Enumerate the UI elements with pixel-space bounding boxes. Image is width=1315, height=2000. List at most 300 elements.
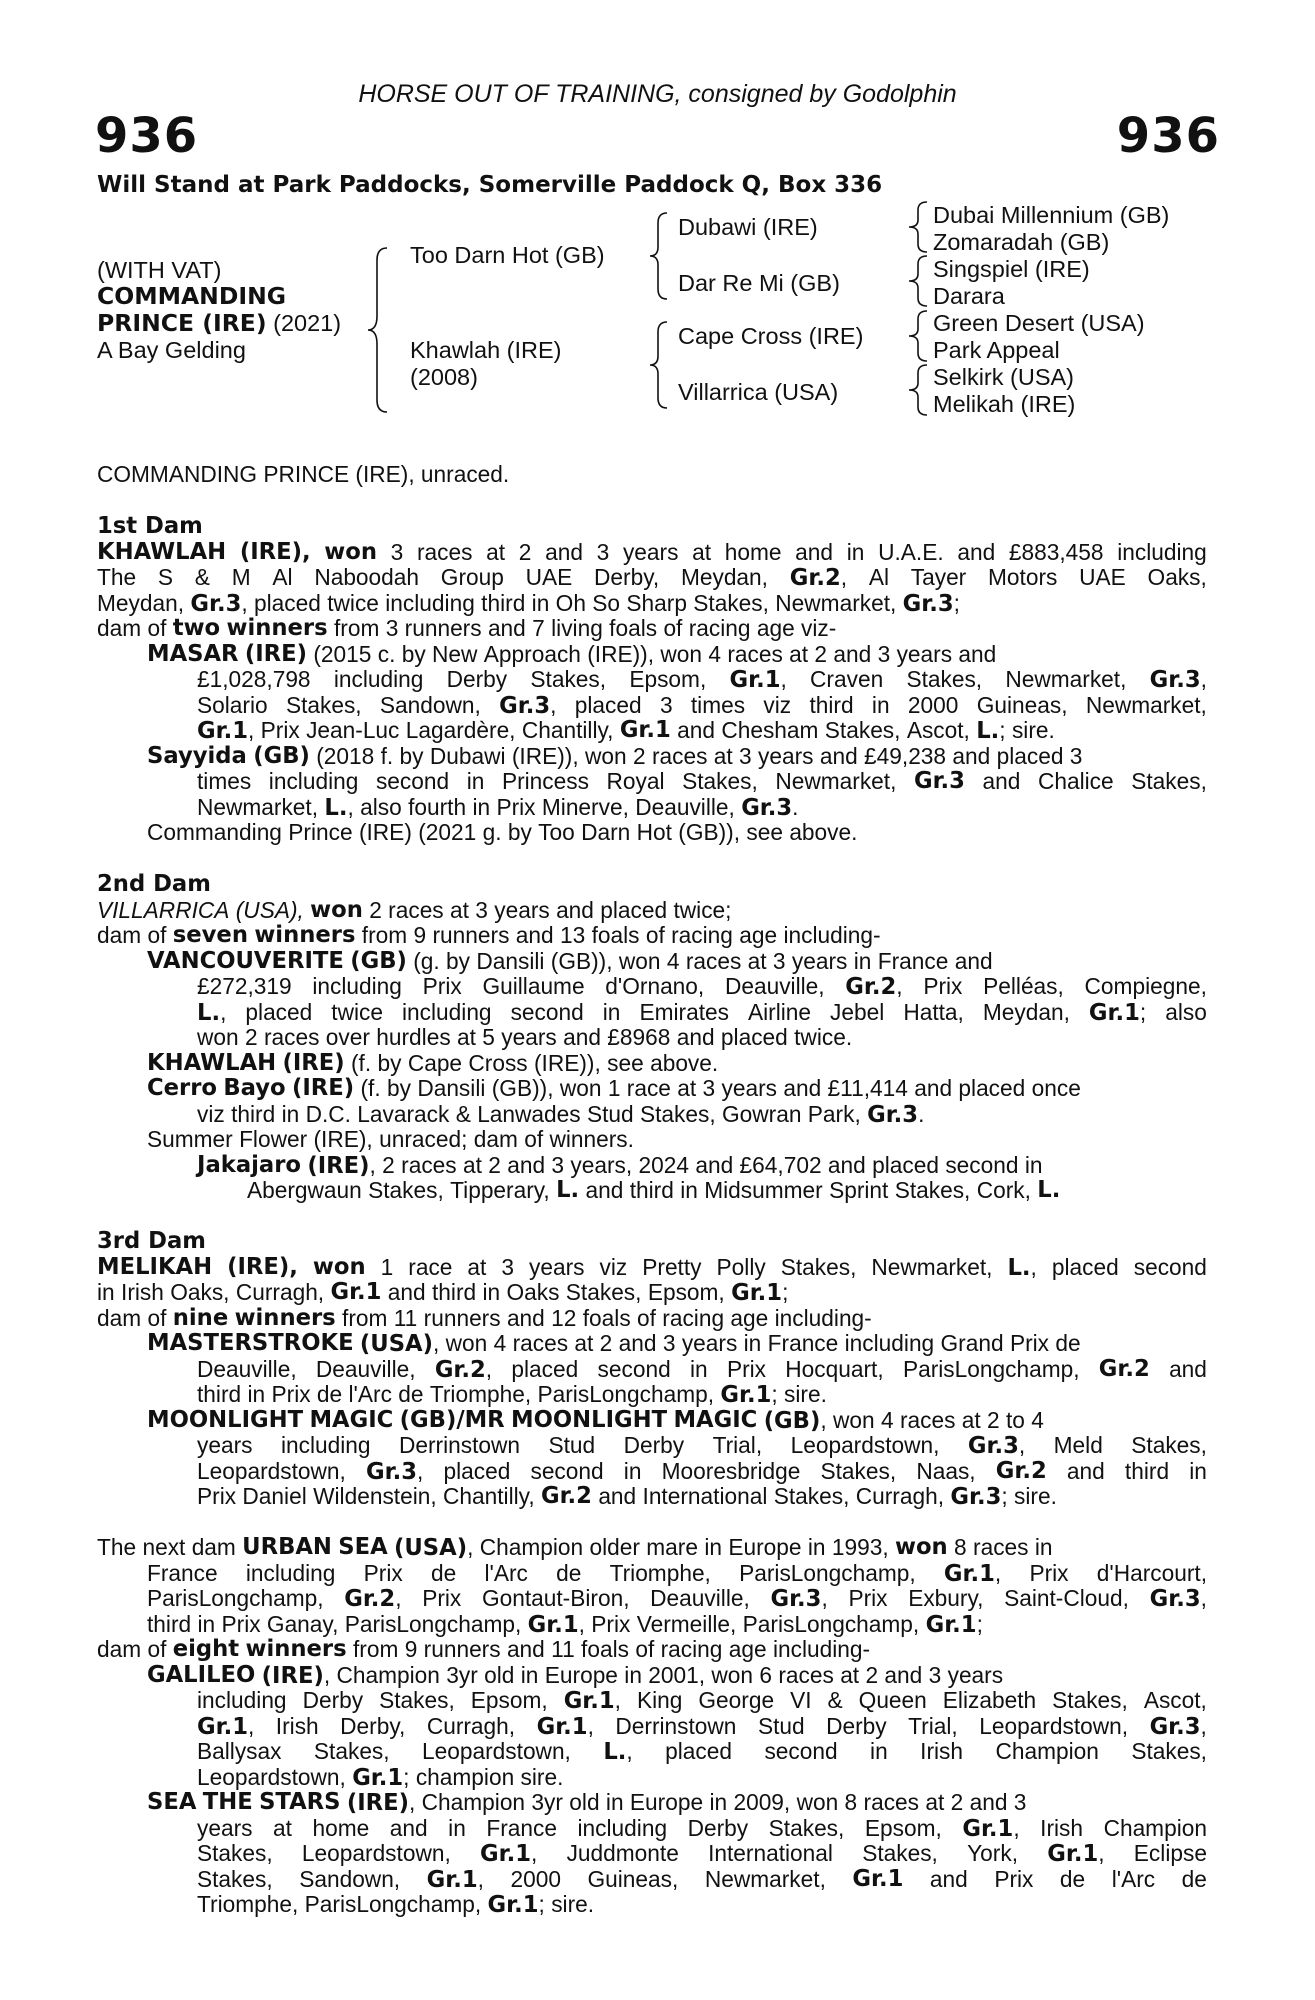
text-line <box>97 1637 1207 1663</box>
word-group <box>603 1739 632 1765</box>
word: placed <box>1051 1253 1119 1280</box>
word: Stakes, <box>197 1840 273 1866</box>
word: Deauville, <box>635 793 735 820</box>
word-group <box>1047 1841 1104 1867</box>
word: So <box>592 589 621 616</box>
word: Prix <box>994 1865 1034 1892</box>
produce-cerro-bayo-head <box>97 1076 1207 1102</box>
word: viz <box>197 1100 225 1127</box>
word: Wildenstein, <box>313 1483 437 1509</box>
word: Cross <box>468 1049 528 1076</box>
word: , <box>323 1661 331 1688</box>
word: ParisLongchamp, <box>739 1559 916 1586</box>
bold-word: GALILEO <box>147 1661 256 1688</box>
bold-word: L. <box>603 1739 627 1765</box>
word-group <box>480 1841 537 1867</box>
word: Stakes, <box>285 691 362 718</box>
word-group <box>324 795 353 821</box>
word: Sandown, <box>379 691 481 718</box>
word: over <box>325 1024 370 1050</box>
word: Deauville, <box>315 1355 416 1382</box>
text-line <box>97 1586 1207 1612</box>
word: living <box>551 615 603 641</box>
word: of <box>637 1304 656 1331</box>
bold-word: SEA <box>147 1789 197 1815</box>
word: Prix <box>197 1483 237 1509</box>
text-line <box>97 667 1207 693</box>
word: placed <box>443 1457 511 1484</box>
word: King <box>636 1687 683 1713</box>
word: Gowran <box>722 1100 802 1127</box>
word: placed <box>665 1738 732 1764</box>
word-group <box>499 693 556 719</box>
word-group <box>528 1612 585 1638</box>
bold-word: nine <box>172 1304 229 1331</box>
second-dam-heading: 2nd Dam <box>97 871 211 897</box>
word: racing <box>662 1304 725 1331</box>
word: Deauville, <box>197 1355 297 1382</box>
text-line <box>97 1306 1207 1332</box>
word: ; <box>1139 998 1147 1025</box>
word: Grand <box>940 1330 1004 1356</box>
word: and <box>506 1304 545 1331</box>
pedigree-brace-dam <box>647 320 673 410</box>
bold-word: winners <box>226 615 328 641</box>
word: including <box>268 768 359 794</box>
text-line <box>97 1612 1207 1638</box>
word: Champion <box>479 1534 584 1560</box>
text-line <box>97 1688 1207 1714</box>
word: third <box>629 1177 674 1203</box>
word: race <box>626 1075 671 1101</box>
word: in <box>624 1661 642 1688</box>
word: (GB)), <box>491 1075 554 1101</box>
word: Stakes, <box>1131 1432 1207 1458</box>
word: Stakes, <box>906 666 983 692</box>
word: including- <box>772 1636 871 1662</box>
word: by <box>377 1049 402 1076</box>
word: years <box>721 1075 777 1101</box>
word: £883,458 <box>1008 538 1104 565</box>
word: Jebel <box>830 998 885 1025</box>
text-line <box>97 820 1207 846</box>
word: twice. <box>794 1024 853 1050</box>
bold-word: L. <box>556 1177 580 1203</box>
word: at <box>961 1406 981 1433</box>
word: twice <box>327 589 379 616</box>
dam-sire: Cape Cross (IRE) <box>678 323 864 349</box>
word: years <box>622 538 679 565</box>
text-line <box>97 923 1207 949</box>
horse-name-line2 <box>97 310 341 337</box>
word: 9 <box>413 922 427 948</box>
produce-summer-flower <box>97 1127 1207 1153</box>
word: Flower <box>239 1126 308 1152</box>
word-group <box>352 1765 409 1791</box>
bold-word: (IRE) <box>346 1790 409 1816</box>
word: from <box>342 1304 388 1331</box>
word: placed <box>872 1151 939 1178</box>
word: Epsom, <box>864 1814 942 1841</box>
word: Champion <box>1103 1814 1207 1841</box>
text-line <box>97 974 1207 1000</box>
word: Trial, <box>712 1432 763 1458</box>
word: and <box>982 768 1021 794</box>
word: 4 <box>708 640 721 667</box>
word: , <box>432 1330 440 1356</box>
word: Stakes, <box>565 1279 642 1305</box>
word: , <box>614 1687 621 1713</box>
word: years <box>501 1024 557 1050</box>
word: Solario <box>197 691 268 718</box>
word: at <box>692 538 712 565</box>
word: Daniel <box>242 1483 307 1509</box>
bold-word: Gr.2 <box>995 1457 1047 1484</box>
text-line <box>97 1331 1207 1357</box>
word: Stakes, <box>768 1814 845 1841</box>
produce-masar-detail <box>97 667 1207 744</box>
word: at <box>450 896 469 923</box>
word: by <box>446 947 471 974</box>
text-line <box>97 1102 1207 1128</box>
word: and <box>507 1151 546 1178</box>
word: 7 <box>532 615 545 641</box>
word: Juddmonte <box>566 1840 679 1866</box>
word: in <box>689 1355 708 1382</box>
dam-line2: (2008) <box>410 364 478 390</box>
word: de <box>316 1381 343 1407</box>
word: and <box>819 742 858 769</box>
word: Epsom, <box>470 1687 548 1713</box>
word-group <box>197 1000 226 1026</box>
word: 4 <box>880 1406 894 1433</box>
bold-word: won <box>310 896 363 923</box>
word: , <box>820 1406 827 1433</box>
word: and <box>969 1789 1008 1815</box>
word: in <box>472 793 491 820</box>
word: Too <box>538 819 575 845</box>
word: Darn <box>581 819 631 845</box>
word: Chesham <box>721 717 819 743</box>
gdam-1: Dubai Millennium (GB) <box>933 202 1170 228</box>
bold-word: Gr.1 <box>352 1764 404 1791</box>
word: , <box>780 666 787 692</box>
word: including- <box>783 922 881 948</box>
bold-word: Gr.3 <box>967 1433 1019 1459</box>
word: and <box>545 538 583 565</box>
horse-description: A Bay Gelding <box>97 337 246 363</box>
word: dam <box>473 1126 518 1152</box>
word: Minerve, <box>541 793 629 820</box>
horse-foaling-year: (2021) <box>273 310 342 336</box>
bold-word: Gr.1 <box>563 1688 615 1714</box>
word: at <box>486 538 506 565</box>
word: Cape <box>407 1049 463 1076</box>
word: Prix <box>422 1585 462 1611</box>
word: races <box>263 1024 320 1050</box>
word: of <box>147 1636 167 1662</box>
word: Trial, <box>908 1712 958 1739</box>
word: in <box>531 589 550 616</box>
word: old <box>569 1789 600 1815</box>
word: Stud <box>548 1432 596 1458</box>
word: Chantilly, <box>521 717 614 743</box>
word: 3 <box>551 1151 565 1178</box>
text-line <box>97 769 1207 795</box>
word: Meydan, <box>680 564 768 590</box>
third-dam-produce-summary <box>97 1306 1207 1332</box>
word: Prix <box>422 973 462 999</box>
word: UAE <box>525 564 573 590</box>
produce-moonlight-magic-head <box>97 1408 1207 1434</box>
bold-word: L. <box>976 718 1000 744</box>
word-group <box>564 1688 621 1714</box>
word: & <box>827 1687 843 1713</box>
word: , <box>1200 1585 1207 1611</box>
bold-word: MAGIC <box>309 1406 394 1433</box>
word: of <box>663 615 683 641</box>
word-group <box>197 1714 254 1740</box>
word-group <box>926 1612 983 1638</box>
text-line <box>97 1433 1207 1459</box>
word: VILLARRICA <box>97 896 230 923</box>
bold-word: Gr.1 <box>197 718 248 744</box>
word: from <box>333 615 380 641</box>
word: old <box>484 1661 515 1688</box>
word: sire. <box>520 1763 564 1790</box>
word: New <box>432 640 478 667</box>
word: years <box>197 1814 253 1841</box>
word: years <box>896 640 953 667</box>
word: 2000 <box>510 1865 561 1892</box>
word-group <box>360 1331 439 1357</box>
word: ; <box>403 1763 410 1790</box>
word: age <box>730 1304 769 1331</box>
word: years <box>494 896 550 923</box>
word: c. <box>377 640 396 667</box>
gdam-4: Darara <box>933 283 1005 309</box>
word: 2 <box>599 1330 613 1356</box>
text-line <box>97 1816 1207 1842</box>
word-group <box>307 1153 375 1179</box>
word: 2000 <box>907 691 959 718</box>
word: Dansili <box>476 947 545 974</box>
word: Park, <box>807 1100 861 1127</box>
first-dam-produce-summary <box>97 616 1207 642</box>
word: Princess <box>501 768 589 794</box>
word: won <box>796 1789 839 1815</box>
text-line <box>97 949 1207 975</box>
unraced-text: COMMANDING PRINCE (IRE), unraced. <box>97 461 510 487</box>
bold-word: Gr.1 <box>487 1892 539 1918</box>
next-dam-record <box>97 1561 1207 1638</box>
word: in <box>709 1789 728 1815</box>
word-group <box>867 1102 924 1128</box>
word: of <box>147 1304 167 1331</box>
word: from <box>352 1636 399 1662</box>
word: , <box>1018 1432 1026 1458</box>
word: Polly <box>716 1253 766 1280</box>
word: Leopardstown, <box>422 1738 571 1764</box>
word: , <box>821 1585 828 1611</box>
word: U.A.E. <box>878 538 944 565</box>
word-group <box>741 795 798 821</box>
bold-word: KHAWLAH <box>147 1049 277 1076</box>
word: to <box>1006 1406 1025 1433</box>
word-group <box>968 1433 1025 1459</box>
word: age <box>739 922 778 948</box>
word: races <box>388 896 444 923</box>
gdam-3: Singspiel (IRE) <box>933 256 1090 282</box>
word: Group <box>440 564 504 590</box>
word-group <box>190 591 247 617</box>
bold-word: MOONLIGHT <box>511 1406 668 1433</box>
word: 13 <box>559 922 586 948</box>
word: Lanwades <box>477 1100 581 1127</box>
word-group <box>730 667 787 693</box>
bold-word: won <box>895 1534 948 1560</box>
word: Derby <box>623 1432 685 1458</box>
word: 8 <box>844 1789 858 1815</box>
word: , <box>1013 1814 1020 1841</box>
word: and <box>958 640 997 667</box>
word: M <box>231 564 251 590</box>
word: Chalice <box>1037 768 1114 794</box>
word: won <box>618 947 661 974</box>
word: sire. <box>784 1381 827 1407</box>
word: dam <box>97 1636 142 1662</box>
bold-word: two <box>172 615 221 641</box>
word: Tayer <box>910 564 967 590</box>
word: 4 <box>493 1330 507 1356</box>
word: placed <box>574 691 642 718</box>
word: (f. <box>360 1075 381 1101</box>
text-line <box>97 718 1207 744</box>
word: 1 <box>380 1253 394 1280</box>
word: 3 <box>596 538 610 565</box>
bold-word: STARS <box>259 1789 341 1815</box>
word: Champion <box>995 1738 1099 1764</box>
word: 5 <box>482 1024 495 1050</box>
word: and <box>952 742 991 769</box>
word: 2 <box>382 1151 395 1178</box>
word: ; <box>782 1279 789 1305</box>
word-group <box>1089 1000 1146 1026</box>
text-line <box>97 1025 1207 1051</box>
word: Ascot, <box>906 717 970 743</box>
text-line <box>97 1765 1207 1791</box>
word: 2024 <box>638 1151 689 1178</box>
word: Abergwaun <box>247 1177 362 1203</box>
produce-masterstroke-head <box>97 1331 1207 1357</box>
bold-word: Gr.3 <box>1149 1586 1201 1612</box>
word: ParisLongchamp, <box>344 1610 522 1637</box>
word: Irish <box>121 1279 164 1305</box>
word: times <box>197 768 252 794</box>
word: Chantilly, <box>443 1483 535 1509</box>
sire-sire: Dubawi (IRE) <box>678 214 818 240</box>
word: , <box>347 793 354 820</box>
bold-word: Gr.2 <box>540 1483 592 1509</box>
word: from <box>361 922 408 948</box>
word: , <box>587 1712 594 1739</box>
word: 9 <box>404 1636 418 1662</box>
word: , <box>626 1738 633 1764</box>
text-line <box>97 795 1207 821</box>
word: third <box>432 1279 477 1305</box>
word: Curragh, <box>235 1279 325 1305</box>
word: placed <box>720 1024 788 1050</box>
word: third <box>809 691 854 718</box>
word: including <box>385 589 475 616</box>
produce-sea-the-stars-head <box>97 1790 1207 1816</box>
word: Stakes, <box>1052 1687 1128 1713</box>
word: dam <box>191 1534 236 1560</box>
word: Stakes, <box>639 1100 716 1127</box>
word: in <box>520 1661 539 1688</box>
word: Gontaut-Biron, <box>481 1585 630 1611</box>
word: (2018 <box>316 742 375 769</box>
word: racing <box>688 615 751 641</box>
text-line <box>97 744 1207 770</box>
word: Exbury, <box>908 1585 984 1611</box>
word: £272,319 <box>197 973 292 999</box>
dam-dam: Villarrica (USA) <box>678 379 839 405</box>
word: , <box>220 998 227 1025</box>
word: France <box>486 1814 557 1841</box>
word: Vermeille, <box>636 1610 737 1637</box>
produce-sea-the-stars-detail <box>97 1816 1207 1918</box>
bold-word: Gr.2 <box>1098 1355 1150 1382</box>
word: (2015 <box>313 640 372 667</box>
bold-word: (GB)/MR <box>399 1406 505 1433</box>
word: won <box>197 1024 239 1050</box>
word: International <box>642 1483 768 1509</box>
word: third <box>1124 1457 1170 1484</box>
word: , <box>467 1534 474 1560</box>
word: racing <box>660 1636 723 1662</box>
word: 2 <box>244 1024 258 1050</box>
word: twice <box>331 998 383 1025</box>
pedigree-brace-sire <box>647 211 673 301</box>
word: 3yr <box>531 1789 563 1815</box>
bold-word: VANCOUVERITE <box>147 947 344 974</box>
word: , <box>369 1151 376 1178</box>
third-dam-section <box>97 1229 1207 1510</box>
word: above. <box>650 1049 719 1076</box>
word: (IRE)), <box>511 742 579 769</box>
bold-word: MASAR <box>147 640 239 667</box>
word: Derby <box>687 1814 749 1841</box>
word: £11,414 <box>827 1075 908 1101</box>
word: in <box>1034 1534 1053 1560</box>
text-line <box>97 616 1207 642</box>
word: Prix <box>1029 1559 1069 1586</box>
bold-word: Gr.1 <box>1088 999 1140 1026</box>
word: Stakes, <box>368 1177 444 1203</box>
consigned-by: HORSE OUT OF TRAINING, consigned by Godolphin <box>358 80 957 108</box>
word: Stakes, <box>682 768 758 794</box>
word: years <box>947 1661 1004 1688</box>
text-line <box>97 1663 1207 1689</box>
text-line <box>97 642 1207 668</box>
word: de <box>398 1381 424 1407</box>
word: in <box>807 1534 826 1560</box>
word: Stakes, <box>530 666 607 692</box>
word: Leopardstown, <box>301 1840 451 1866</box>
word-group <box>790 565 847 591</box>
word: years <box>758 742 814 769</box>
